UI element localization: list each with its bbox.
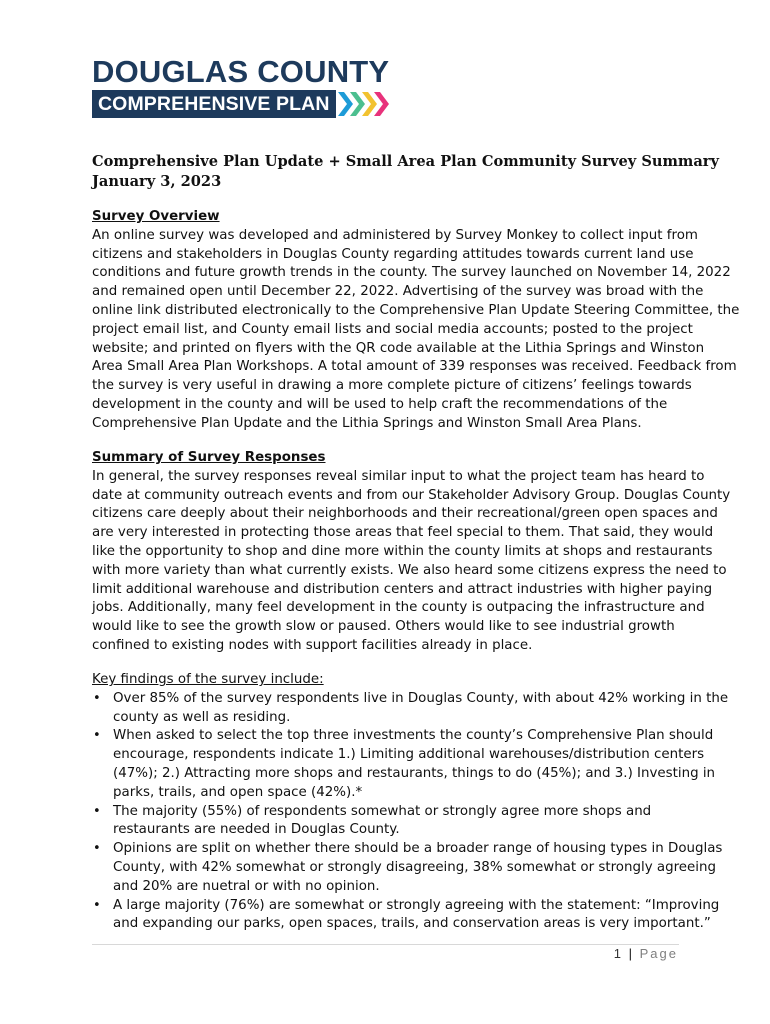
finding-line: county as well as residing. <box>113 709 291 725</box>
logo-title: DOUGLAS COUNTY <box>92 54 390 89</box>
summary-body <box>92 468 731 656</box>
finding-line: When asked to select the top three investments the county’s Comprehensive Plan should <box>113 728 714 744</box>
overview-line: Comprehensive Plan Update and the Lithia Springs and Winston Small Area Plans. <box>92 415 642 431</box>
finding-line: Opinions are split on whether there should be a broader range of housing types in Douglas <box>113 841 723 857</box>
summary-line: In general, the survey responses reveal similar input to what the project team has heard to <box>92 468 705 484</box>
overview-line: the survey is very useful in drawing a more complete picture of citizens’ feelings towards <box>92 378 692 394</box>
survey-overview-body <box>92 227 740 434</box>
finding-line: The majority (55%) of respondents somewhat or strongly agree more shops and <box>113 803 652 819</box>
document-heading <box>92 152 732 192</box>
finding-line: parks, trails, and open space (42%).* <box>113 784 363 800</box>
overview-line: conditions and future growth trends in the county. The survey launched on November 14, 2022 <box>92 265 731 281</box>
summary-line: confined to existing nodes with support facilities already in place. <box>92 637 533 653</box>
list-item <box>92 690 729 728</box>
finding-line: and 20% are nuetral or with no opinion. <box>113 878 380 894</box>
summary-line: would like to see the growth slow or paused. Others would like to see industrial growth <box>92 619 675 635</box>
summary-line: date at community outreach events and from our Stakeholder Advisory Group. Douglas County <box>92 487 731 503</box>
survey-overview-title: Survey Overview <box>92 209 220 224</box>
overview-line: online link distributed electronically to the Comprehensive Plan Update Steering Committee, the <box>92 302 740 318</box>
finding-line: and expanding our parks, open spaces, trails, and conservation areas is very important.” <box>113 916 711 932</box>
overview-line: An online survey was developed and administered by Survey Monkey to collect input from <box>92 227 698 243</box>
list-item <box>92 727 716 802</box>
summary-line: limit additional warehouse and distribution centers and attract industries with higher paying <box>92 581 713 597</box>
bullet-icon: • <box>93 841 101 857</box>
summary-line: citizens care deeply about their neighborhoods and their recreational/green open spaces and <box>92 506 718 522</box>
list-item <box>92 897 720 935</box>
bullet-icon: • <box>93 897 101 913</box>
key-findings-section <box>92 671 729 934</box>
list-item <box>92 840 723 896</box>
overview-line: citizens and stakeholders in Douglas County regarding attitudes towards current land use <box>92 246 694 262</box>
bullet-icon: • <box>93 803 101 819</box>
chevron-arrows-icon <box>338 90 392 118</box>
overview-line: Area Small Area Plan Workshops. A total amount of 339 responses was received. Feedback from <box>92 359 737 375</box>
page-label: Page <box>639 946 678 961</box>
survey-overview-section <box>92 208 740 434</box>
finding-line: (47%); 2.) Attracting more shops and restaurants, things to do (45%); and 3.) Investing in <box>113 765 716 781</box>
list-item <box>92 803 692 841</box>
summary-line: jobs. Additionally, many feel development in the county is outpacing the infrastructure and <box>92 600 705 616</box>
summary-line: like the opportunity to shop and dine more within the county limits at shops and restaurants <box>92 543 713 559</box>
key-findings-title: Key findings of the survey include: <box>92 672 324 687</box>
finding-line: A large majority (76%) are somewhat or strongly agreeing with the statement: “Improving <box>113 897 720 913</box>
douglas-county-logo <box>92 54 392 118</box>
page-number-separator: | <box>628 946 634 961</box>
overview-line: project email list, and County email lists and social media accounts; posted to the project <box>92 321 693 337</box>
bullet-icon: • <box>93 690 101 706</box>
summary-section <box>92 449 731 656</box>
overview-line: website; and printed on flyers with the QR code available at the Lithia Springs and Winston <box>92 340 705 356</box>
finding-line: restaurants are needed in Douglas County. <box>113 822 400 838</box>
finding-line: County, with 42% somewhat or strongly disagreeing, 38% somewhat or strongly agreeing <box>113 859 716 875</box>
finding-line: encourage, respondents indicate 1.) Limiting additional warehouses/distribution centers <box>113 747 705 763</box>
summary-line: are very interested in protecting those areas that feel special to them. That said, they would <box>92 525 714 541</box>
overview-line: development in the county and will be used to help craft the recommendations of the <box>92 396 668 412</box>
bullet-icon: • <box>93 728 101 744</box>
page-number-value: 1 <box>613 946 623 961</box>
heading-date: January 3, 2023 <box>92 173 222 190</box>
chevron-blue <box>338 92 353 116</box>
overview-line: and remained open until December 22, 2022. Advertising of the survey was broad with the <box>92 284 704 300</box>
summary-title: Summary of Survey Responses <box>92 450 326 465</box>
summary-line: with more variety than what currently exists. We also heard some citizens express the need to <box>92 562 727 578</box>
logo-band <box>92 90 392 118</box>
logo-subtitle: COMPREHENSIVE PLAN <box>92 90 336 118</box>
page-number <box>614 946 678 961</box>
heading-title: Comprehensive Plan Update + Small Area Plan Community Survey Summary <box>92 153 719 170</box>
finding-line: Over 85% of the survey respondents live in Douglas County, with about 42% working in the <box>113 690 729 706</box>
key-findings-list <box>92 690 729 934</box>
footer-divider <box>92 944 679 945</box>
